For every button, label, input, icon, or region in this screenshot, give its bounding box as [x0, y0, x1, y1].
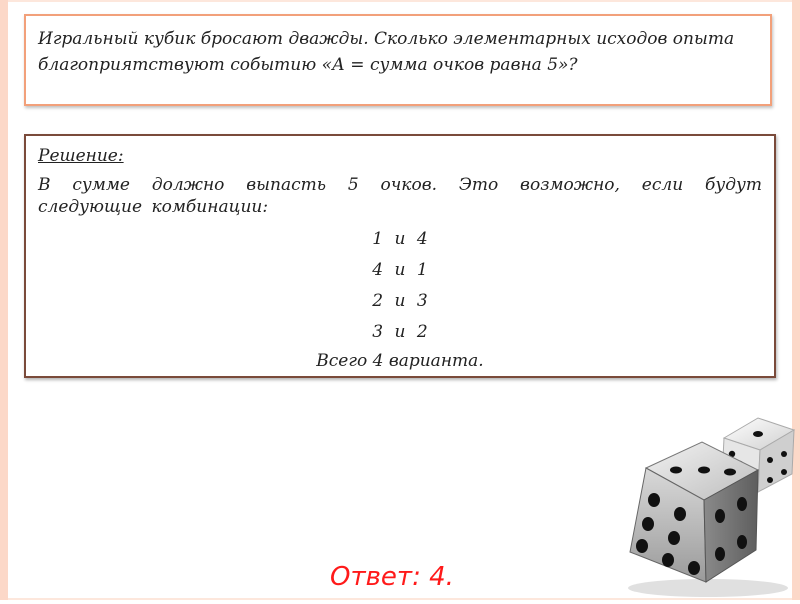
dice-icon [608, 404, 800, 600]
solution-text: В сумме должно выпасть 5 очков. Это возможно, если будут следующие комбинации: [38, 175, 762, 217]
total-text: Всего 4 варианта. [316, 351, 484, 371]
combination-list [38, 224, 762, 348]
task-box [24, 14, 772, 106]
combination-item: 2 и 3 [372, 291, 428, 311]
task-text: Игральный кубик бросают дважды. Сколько элементарных исходов опыта благоприятствуют событию «А = сумма очков равна 5»? [38, 29, 735, 75]
combination-item: 1 и 4 [372, 229, 428, 249]
solution-box [24, 134, 776, 378]
combination-item: 3 и 2 [372, 322, 428, 342]
solution-title: Решение: [38, 146, 124, 166]
left-accent-bar [0, 0, 8, 600]
combination-item: 4 и 1 [372, 260, 428, 280]
answer-text: Ответ: 4. [330, 562, 454, 592]
